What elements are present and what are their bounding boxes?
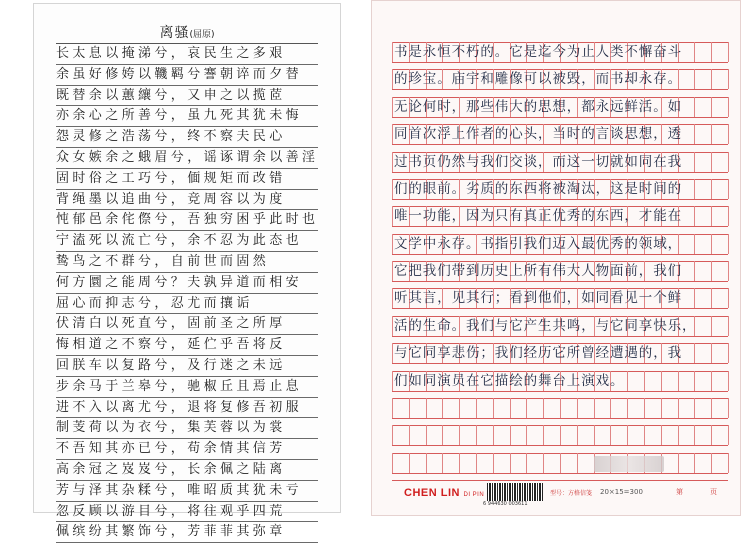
poem-line: 伏清白以死直兮，固前圣之所厚 bbox=[56, 314, 318, 335]
poem-line: 高余冠之岌岌兮，长余佩之陆离 bbox=[56, 460, 318, 481]
poem-line: 回朕车以复路兮，及行迷之未远 bbox=[56, 356, 318, 377]
essay-line: 文学中永存。书指引我们迈入最优秀的领域， bbox=[394, 235, 682, 252]
poem-line: 不吾知其亦已兮，苟余情其信芳 bbox=[56, 439, 318, 460]
grid-row-line bbox=[392, 363, 728, 364]
poem-line: 固时俗之工巧兮，偭规矩而改错 bbox=[56, 169, 318, 190]
poem-author-note: (屈原) bbox=[189, 30, 215, 40]
grid-col-line bbox=[728, 371, 729, 391]
poem-title-text: 离骚 bbox=[159, 25, 190, 41]
essay-line: 无论何时，那些伟大的思想，都永远鲜活。如 bbox=[394, 98, 682, 115]
poem-line: 宁溘死以流亡兮，余不忍为此态也 bbox=[56, 231, 318, 252]
grid-col-line bbox=[728, 97, 729, 117]
grid-row-line bbox=[392, 281, 728, 282]
essay-line: 的珍宝。庙宇和雕像可以被毁，而书却永存。 bbox=[394, 71, 682, 88]
grid-col-line bbox=[728, 124, 729, 144]
poem-line: 何方圜之能周兮？夫孰异道而相安 bbox=[56, 273, 318, 294]
grid-row-line bbox=[392, 62, 728, 63]
grid-col-line bbox=[728, 152, 729, 172]
grid-col-line bbox=[728, 179, 729, 199]
essay-line bbox=[392, 425, 728, 445]
page-label-end: 页 bbox=[710, 488, 717, 496]
grid-col-line bbox=[728, 234, 729, 254]
poem-line: 亦余心之所善兮，虽九死其犹未悔 bbox=[56, 106, 318, 127]
essay-line: 过书页仍然与我们交谈，而这一切就如同在我 bbox=[394, 153, 682, 170]
essay-line: 书是永恒不朽的。它是迄今为止人类不懈奋斗 bbox=[394, 44, 682, 60]
barcode-icon bbox=[487, 483, 543, 501]
poem-line: 余虽好修姱以鞿羁兮謇朝谇而夕替 bbox=[56, 65, 318, 86]
paper-spec: 型号：方格信笺 bbox=[550, 490, 593, 497]
sheet-footer bbox=[392, 483, 728, 513]
poem-line: 进不入以离尤兮，退将复修吾初服 bbox=[56, 398, 318, 419]
writing-grid bbox=[392, 42, 728, 480]
poem-lines bbox=[56, 44, 318, 543]
grid-row-line bbox=[392, 418, 728, 419]
poem-line: 背绳墨以追曲兮，竞周容以为度 bbox=[56, 190, 318, 211]
grid-col-line bbox=[728, 288, 729, 308]
essay-line: 们的眼前。劣质的东西将被淘汰，这是时间的 bbox=[394, 180, 682, 197]
grid-col-line bbox=[728, 261, 729, 281]
grid-col-line bbox=[728, 69, 729, 89]
poem-line: 忳郁邑余侘傺兮，吾独穷困乎此时也 bbox=[56, 210, 318, 231]
grid-row-line bbox=[392, 336, 728, 337]
essay-line: 活的生命。我们与它产生共鸣，与它同享快乐， bbox=[394, 317, 697, 334]
grid-col-line bbox=[728, 425, 729, 445]
essay-line: 同首次浮上作者的心头，当时的言谈思想，透 bbox=[394, 126, 682, 143]
poem-title bbox=[34, 22, 340, 42]
essay-line: 唯一功能，因为只有真正优秀的东西，才能在 bbox=[394, 208, 682, 225]
poem-line: 步余马于兰皋兮，驰椒丘且焉止息 bbox=[56, 377, 318, 398]
grid-col-line bbox=[728, 316, 729, 336]
left-calligraphy-sheet bbox=[34, 4, 340, 540]
poem-line: 屈心而抑志兮，忍尤而攘诟 bbox=[56, 294, 318, 315]
grid-col-line bbox=[728, 42, 729, 62]
essay-line bbox=[392, 398, 728, 418]
poem-line: 忽反顾以游目兮，将往观乎四荒 bbox=[56, 502, 318, 523]
poem-line: 众女嫉余之蛾眉兮，谣诼谓余以善淫 bbox=[56, 148, 318, 169]
essay-line: 听其言，见其行；看到他们，如同看见一个鲜 bbox=[394, 290, 682, 307]
page-label: 第 bbox=[676, 488, 683, 496]
grid-row-line bbox=[392, 226, 728, 227]
barcode-number: 6 944630 003611 bbox=[483, 501, 528, 507]
essay-line bbox=[392, 453, 728, 473]
poem-line: 鸷鸟之不群兮，自前世而固然 bbox=[56, 252, 318, 273]
grid-row-line bbox=[392, 445, 728, 446]
essay-line: 们如同演员在它描绘的舞台上演戏。 bbox=[394, 372, 625, 389]
grid-row-line bbox=[392, 144, 728, 145]
poem-line: 悔相道之不察兮，延伫乎吾将反 bbox=[56, 335, 318, 356]
poem-line: 长太息以掩涕兮，哀民生之多艰 bbox=[56, 44, 318, 65]
grid-row-line bbox=[392, 117, 728, 118]
essay-line: 与它同享悲伤；我们经历它所曾经遭遇的，我 bbox=[394, 345, 682, 362]
poem-line: 怨灵修之浩荡兮，终不察夫民心 bbox=[56, 127, 318, 148]
poem-line: 佩缤纷其繁饰兮，芳菲菲其弥章 bbox=[56, 522, 318, 543]
essay-line: 它把我们带到历史上所有伟大人物面前，我们 bbox=[394, 263, 682, 279]
brand-sub: DI PIN bbox=[463, 492, 485, 498]
blurred-area bbox=[594, 456, 664, 472]
grid-row-line bbox=[392, 308, 728, 309]
grid-row-line bbox=[392, 391, 728, 392]
grid-col-line bbox=[728, 453, 729, 473]
brand-logo bbox=[404, 487, 484, 499]
grid-row-line bbox=[392, 254, 728, 255]
grid-row-line bbox=[392, 480, 728, 481]
brand-name: CHEN LIN bbox=[404, 487, 460, 499]
grid-row-line bbox=[392, 89, 728, 90]
poem-line: 制芰荷以为衣兮，集芙蓉以为裳 bbox=[56, 418, 318, 439]
grid-size: 20×15=300 bbox=[600, 488, 643, 496]
poem-line: 芳与泽其杂糅兮，唯昭质其犹未亏 bbox=[56, 481, 318, 502]
grid-col-line bbox=[728, 398, 729, 418]
grid-col-line bbox=[728, 343, 729, 363]
grid-row-line bbox=[392, 473, 728, 474]
grid-row-line bbox=[392, 172, 728, 173]
right-grid-sheet bbox=[372, 1, 740, 515]
grid-row-line bbox=[392, 199, 728, 200]
grid-col-line bbox=[728, 206, 729, 226]
poem-line: 既替余以蕙纕兮，又申之以揽茝 bbox=[56, 86, 318, 107]
